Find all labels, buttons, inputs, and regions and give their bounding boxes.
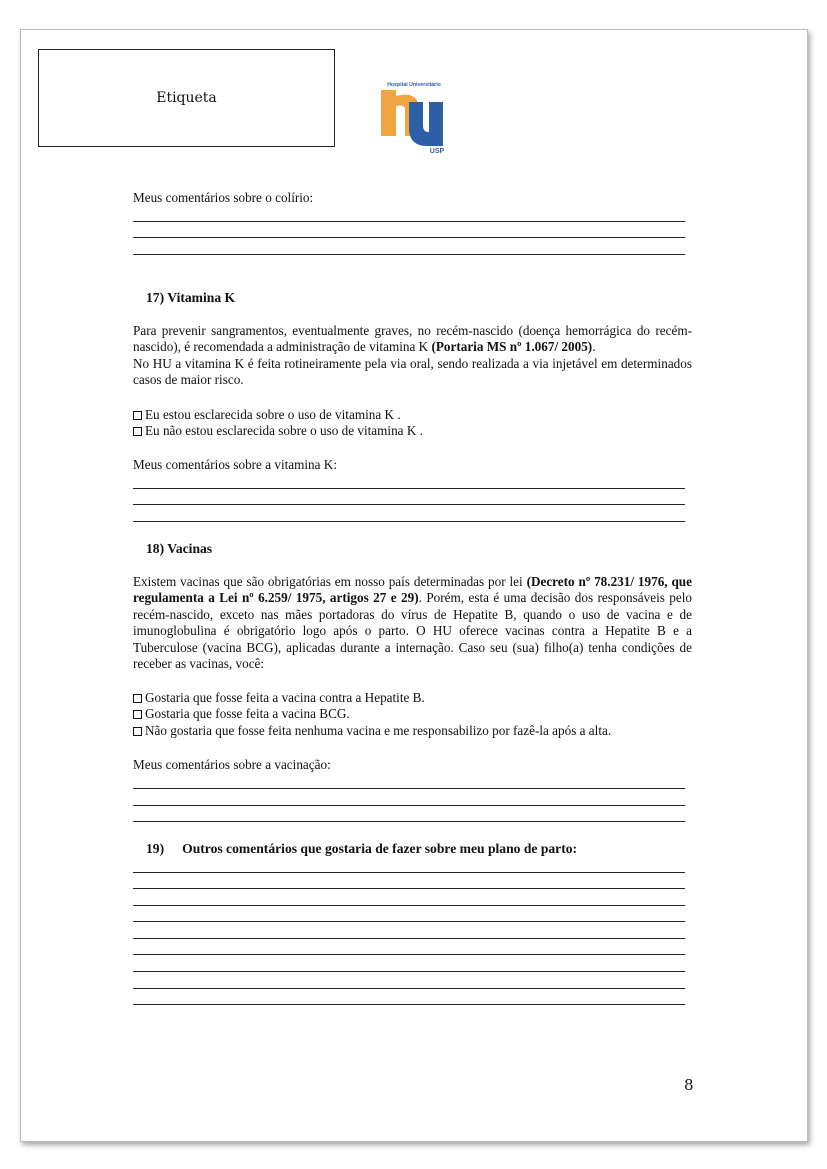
logo-top-text: Hospital Universitário <box>387 82 441 88</box>
outros-comment-line[interactable] <box>133 921 685 922</box>
colirio-comment-line[interactable] <box>133 221 685 222</box>
vitamina-k-comments-label: Meus comentários sobre a vitamina K: <box>133 457 337 472</box>
vacinas-comment-line[interactable] <box>133 821 685 822</box>
vacinas-option-1[interactable]: Gostaria que fosse feita a vacina contra a Hepatite B. <box>133 690 611 706</box>
vacinas-comment-line[interactable] <box>133 805 685 806</box>
label-box-text: Etiqueta <box>156 90 217 106</box>
vitamina-k-option-1[interactable]: Eu estou esclarecida sobre o uso de vitamina K . <box>133 407 423 423</box>
outros-comment-line[interactable] <box>133 954 685 955</box>
checkbox[interactable] <box>133 710 142 719</box>
vacinas-heading: 18) Vacinas <box>146 541 213 556</box>
vitamina-k-comment-line[interactable] <box>133 488 685 489</box>
colirio-comment-line[interactable] <box>133 237 685 238</box>
vacinas-paragraph: Existem vacinas que são obrigatórias em nosso país determinadas por lei (Decreto nº 78.231/ 1976, que regulamenta a Lei nº 6.259/ 1975, artigos 27 e 29). Porém, esta é uma decisão dos responsáveis pelo recém-nascido, exceto nas mães portadoras do vírus de Hepatite B, quando o uso de vacina e de imunoglobulina é obrigatório logo após o parto. O HU oferece vacinas contra a Hepatite B e a Tuberculose (vacina BCG), aplicadas durante a internação. Caso seu (sua) filho(a) tenha condições de receber as vacinas, você: <box>133 574 693 672</box>
vacinas-comment-line[interactable] <box>133 788 685 789</box>
outros-comment-line[interactable] <box>133 888 685 889</box>
vitamina-k-heading: 17) Vitamina K <box>146 290 236 305</box>
vitamina-k-comment-line[interactable] <box>133 521 685 522</box>
checkbox[interactable] <box>133 694 142 703</box>
vitamina-k-option-2[interactable]: Eu não estou esclarecida sobre o uso de vitamina K . <box>133 423 423 439</box>
colirio-comment-line[interactable] <box>133 254 685 255</box>
checkbox[interactable] <box>133 427 142 436</box>
vacinas-option-3[interactable]: Não gostaria que fosse feita nenhuma vacina e me responsabilizo por fazê-la após a alta. <box>133 723 611 739</box>
checkbox[interactable] <box>133 411 142 420</box>
outros-comment-line[interactable] <box>133 988 685 989</box>
outros-comment-line[interactable] <box>133 905 685 906</box>
vitamina-k-comment-line[interactable] <box>133 504 685 505</box>
vitamina-k-paragraph: Para prevenir sangramentos, eventualmente graves, no recém-nascido (doença hemorrágica do recém-nascido), é recomendada a administração de vitamina K (Portaria MS nº 1.067/ 2005). No HU a vitamina K é feita rotineiramente pela via oral, sendo realizada a via injetável em determinados casos de maior risco. <box>133 323 692 388</box>
page-number: 8 <box>684 1076 694 1094</box>
outros-comment-line[interactable] <box>133 971 685 972</box>
outros-comment-line[interactable] <box>133 938 685 939</box>
vacinas-option-2[interactable]: Gostaria que fosse feita a vacina BCG. <box>133 706 611 722</box>
colirio-comments-label: Meus comentários sobre o colírio: <box>133 190 314 205</box>
label-box <box>38 49 335 147</box>
checkbox[interactable] <box>133 727 142 736</box>
vacinas-options <box>133 690 611 739</box>
vitamina-k-options <box>133 407 423 440</box>
logo-bottom-text: USP <box>429 148 445 154</box>
outros-heading: 19) Outros comentários que gostaria de fazer sobre meu plano de parto: <box>146 841 578 856</box>
hospital-logo <box>379 80 449 154</box>
vacinas-comments-label: Meus comentários sobre a vacinação: <box>133 757 331 772</box>
outros-comment-line[interactable] <box>133 1004 685 1005</box>
outros-comment-line[interactable] <box>133 872 685 873</box>
